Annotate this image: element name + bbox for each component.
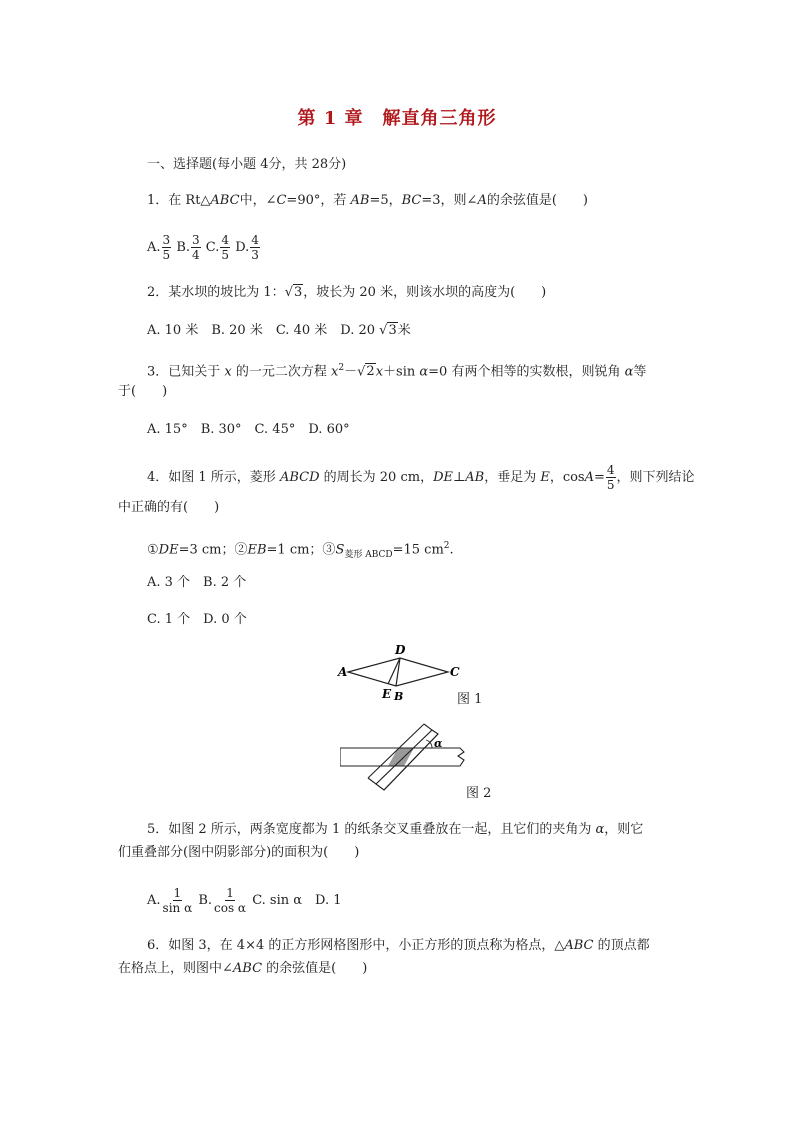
section-heading: 一、选择题(每小题 4分，共 28分): [147, 157, 347, 172]
denominator: 5: [162, 248, 171, 262]
q6-var: ABC: [232, 961, 263, 976]
numerator: 3: [192, 233, 200, 247]
q3-text: 的一元二次方程: [231, 364, 332, 380]
denominator: 5: [606, 478, 615, 492]
denominator: 3: [251, 248, 259, 262]
q6-var: ABC: [564, 938, 594, 953]
q1-options: [147, 233, 261, 262]
q6-text: 6．如图 3，在 4×4 的正方形网格图形中，小正方形的顶点称为格点，△: [147, 938, 565, 953]
q3-options: A. 15° B. 30° C. 45° D. 60°: [147, 422, 350, 437]
question-4-cont: 中正确的有( ): [118, 500, 220, 515]
question-2: 2．某水坝的坡比为 1：√3，坡长为 20 米，则该水坝的高度为( ): [147, 285, 547, 300]
numerator: 4: [221, 233, 230, 247]
q1-text: 1．在 Rt△: [147, 193, 211, 208]
numerator: 3: [162, 233, 171, 247]
q3-var: α: [624, 364, 634, 380]
option-label: C.: [205, 240, 220, 255]
q4-var: E: [540, 470, 550, 485]
question-1: [147, 191, 588, 211]
q1-text: =90°，若: [286, 193, 351, 208]
q3-var: x: [224, 364, 232, 380]
q3-var: x: [375, 364, 384, 380]
option-label: B.: [176, 240, 190, 255]
sqrt-radicand: 3: [388, 323, 397, 338]
q4-text: .: [449, 542, 454, 558]
fraction: [162, 233, 172, 262]
subscript: 菱形 ABCD: [344, 549, 393, 560]
numerator: 4: [251, 233, 259, 247]
question-4: [147, 463, 695, 492]
q5-var: α: [595, 822, 605, 837]
q5-options-text: C. sin α D. 1: [252, 893, 342, 908]
figure-2-caption: 图 2: [466, 786, 492, 801]
denominator: cos α: [214, 901, 247, 915]
q4-text: ，则下列结论: [616, 470, 695, 485]
q1-var: BC: [401, 193, 422, 208]
q4-options-row1: A. 3 个 B. 2 个: [147, 575, 247, 590]
label-alpha: α: [434, 737, 443, 750]
q6-text: 在格点上，则图中∠: [118, 961, 233, 976]
q3-text: =0 有两个相等的实数根，则锐角: [428, 364, 625, 380]
denominator: 5: [221, 248, 230, 262]
q1-var: ABC: [210, 193, 240, 208]
q4-text: ①: [147, 542, 159, 558]
fraction: [213, 886, 247, 915]
sqrt-radicand: 2: [366, 364, 375, 380]
q3-var: α: [419, 364, 429, 380]
option-label: D.: [235, 240, 250, 255]
q4-options-row2: C. 1 个 D. 0 个: [147, 612, 247, 627]
strip-edge: [368, 724, 424, 778]
q3-text: 等: [633, 364, 647, 380]
q2-options-text: A. 10 米 B. 20 米 C. 40 米 D. 20: [147, 323, 380, 338]
q6-text: 的顶点都: [593, 938, 650, 953]
q2-options-text: 米: [397, 323, 411, 338]
q5-text: ，则它: [604, 822, 644, 837]
q4-text: 4．如图 1 所示，菱形: [147, 470, 280, 485]
q6-text: 的余弦值是( ): [262, 961, 368, 976]
question-5: [147, 820, 643, 840]
q4-text: 的周长为 20 cm，: [319, 470, 434, 485]
q2-text: ，坡长为 20 米，则该水坝的高度为( ): [303, 285, 547, 300]
option-label: A.: [147, 240, 161, 255]
numerator: 1: [173, 886, 182, 900]
q1-text: =3，则∠: [421, 193, 478, 208]
label-b: B: [394, 690, 404, 703]
q4-var: EB: [247, 542, 267, 558]
figure-2-strips: [340, 718, 480, 798]
exponent: 2: [338, 363, 345, 373]
exponent: 2: [443, 541, 450, 551]
q4-var: AB: [465, 470, 485, 485]
q4-text: =: [594, 470, 605, 485]
q1-text: =5，: [369, 193, 402, 208]
q4-text: ，垂足为: [484, 470, 541, 485]
option-label: B.: [198, 893, 213, 908]
label-d: D: [395, 643, 406, 657]
q4-var: DE: [158, 542, 179, 558]
denominator: 4: [192, 248, 200, 262]
q1-text: 的余弦值是( ): [486, 193, 588, 208]
q3-var: x: [331, 364, 339, 380]
option-label: A.: [147, 893, 161, 908]
q1-var: AB: [350, 193, 370, 208]
label-e: E: [382, 687, 392, 701]
q3-text: 3．已知关于: [147, 364, 225, 380]
question-5-cont: 们重叠部分(图中阴影部分)的面积为( ): [118, 845, 360, 860]
q4-text: =1 cm；③: [266, 542, 336, 558]
figure-1-caption: 图 1: [457, 692, 483, 707]
q3-text: ＋sin: [383, 364, 420, 380]
fraction: [606, 463, 616, 492]
fraction: [250, 233, 260, 262]
q5-options: [147, 886, 342, 915]
fraction: [191, 233, 201, 262]
q4-text: =15 cm: [392, 542, 444, 558]
q4-text: ⊥: [453, 470, 466, 485]
q4-statements: [147, 536, 454, 565]
q1-text: 中，∠: [239, 193, 277, 208]
q4-text: =3 cm；②: [178, 542, 248, 558]
question-3: 3．已知关于 x 的一元二次方程 $x^2-√2x+\sin$ α=0 有两个相等的实数根，则锐角 α等: [147, 363, 647, 380]
label-a: A: [338, 665, 348, 679]
question-6-cont: [118, 959, 367, 979]
q4-var: DE: [433, 470, 453, 485]
q3-text: －: [344, 364, 358, 380]
q1-var: A: [477, 193, 487, 208]
q2-options: A. 10 米 B. 20 米 C. 40 米 D. 20 √3米: [147, 323, 411, 338]
q4-var: ABCD: [279, 470, 320, 485]
denominator: sin α: [162, 901, 193, 915]
q5-text: 5．如图 2 所示，两条宽度都为 1 的纸条交叉重叠放在一起，且它们的夹角为: [147, 822, 596, 837]
numerator: 4: [606, 463, 615, 477]
q1-var: C: [276, 193, 287, 208]
label-c: C: [450, 665, 460, 679]
q4-var: S: [335, 542, 345, 558]
fraction: [220, 233, 230, 262]
page-title: 第 1 章 解直角三角形: [297, 108, 497, 129]
question-3-cont: 于( ): [118, 384, 168, 399]
fraction: [162, 886, 194, 915]
q2-text: 2．某水坝的坡比为 1：: [147, 285, 285, 300]
numerator: 1: [226, 886, 234, 900]
q4-text: ，cos: [549, 470, 585, 485]
question-6: [147, 936, 650, 956]
q4-var: A: [584, 470, 594, 485]
sqrt-radicand: 3: [293, 285, 303, 300]
